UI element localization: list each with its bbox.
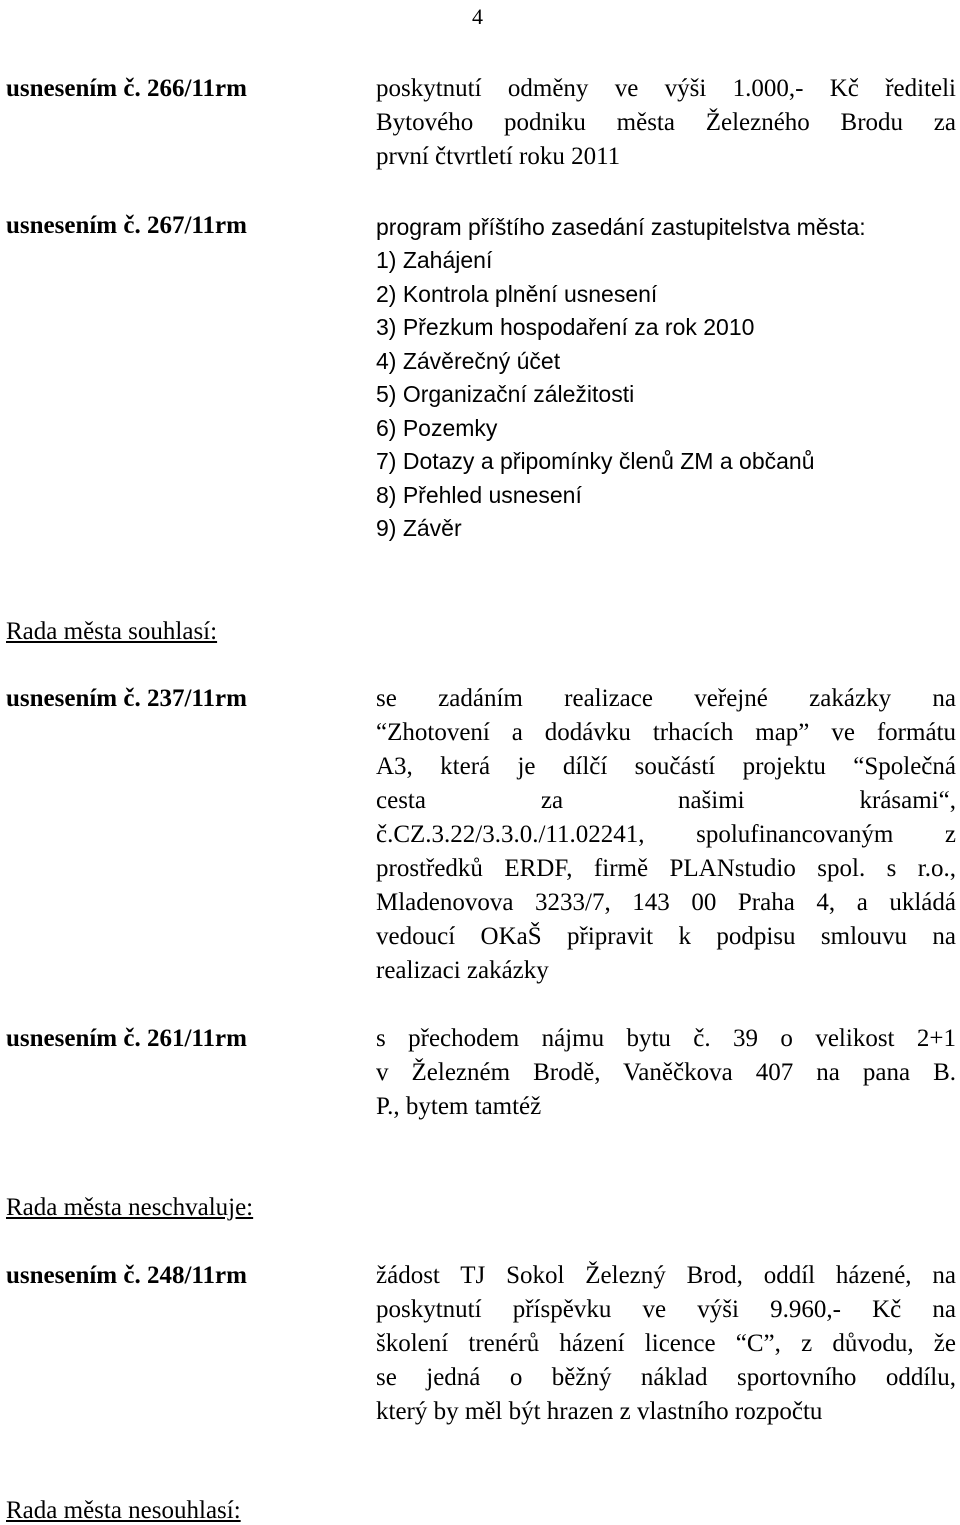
text-line: “Zhotovení a dodávku trhacích map” ve formátu: [376, 719, 956, 746]
text-line: Bytového podniku města Železného Brodu za: [376, 109, 956, 136]
resolution-248-label: usnesením č. 248/11rm: [6, 1262, 247, 1289]
text-line: se jedná o běžný náklad sportovního oddílu,: [376, 1364, 956, 1391]
section-heading-rejects: Rada města neschvaluje:: [6, 1194, 254, 1221]
section-heading-approves: Rada města souhlasí:: [6, 618, 218, 645]
text-line: Mladenovova 3233/7, 143 00 Praha 4, a ukládá: [376, 889, 956, 916]
text-line: prostředků ERDF, firmě PLANstudio spol. s r.o.,: [376, 855, 956, 882]
text-line: realizaci zakázky: [376, 957, 549, 984]
text-line: poskytnutí odměny ve výši 1.000,- Kč řediteli: [376, 75, 956, 102]
agenda-item: 8) Přehled usnesení: [376, 482, 582, 508]
agenda-item: 1) Zahájení: [376, 247, 493, 273]
text-line: školení trenérů házení licence “C”, z důvodu, že: [376, 1330, 956, 1357]
text-line: který by měl být hrazen z vlastního rozpočtu: [376, 1398, 823, 1425]
text-line: program příštího zasedání zastupitelstva města:: [376, 214, 866, 240]
resolution-267-label: usnesením č. 267/11rm: [6, 212, 247, 239]
text-line: vedoucí OKaŠ připravit k podpisu smlouvu na: [376, 923, 956, 950]
text-line: s přechodem nájmu bytu č. 39 o velikost 2+1: [376, 1025, 956, 1052]
section-heading-disagrees: Rada města nesouhlasí:: [6, 1497, 241, 1524]
agenda-item: 2) Kontrola plnění usnesení: [376, 281, 658, 307]
text-line: v Železném Brodě, Vaněčkova 407 na pana B.: [376, 1059, 956, 1086]
text-line: A3, která je dílčí součástí projektu “Společná: [376, 753, 956, 780]
agenda-item: 3) Přezkum hospodaření za rok 2010: [376, 314, 755, 340]
text-line: žádost TJ Sokol Železný Brod, oddíl házené, na: [376, 1262, 956, 1289]
text-line: cesta za našimi krásami“,: [376, 787, 956, 814]
agenda-item: 4) Závěrečný účet: [376, 348, 561, 374]
agenda-item: 6) Pozemky: [376, 415, 498, 441]
text-line: poskytnutí příspěvku ve výši 9.960,- Kč na: [376, 1296, 956, 1323]
text-line: první čtvrtletí roku 2011: [376, 143, 621, 170]
agenda-item: 7) Dotazy a připomínky členů ZM a občanů: [376, 448, 815, 474]
agenda-item: 9) Závěr: [376, 515, 462, 541]
resolution-261-label: usnesením č. 261/11rm: [6, 1025, 247, 1052]
text-line: č.CZ.3.22/3.3.0./11.02241, spolufinancovaným z: [376, 821, 956, 848]
resolution-266-label: usnesením č. 266/11rm: [6, 75, 247, 102]
text-line: se zadáním realizace veřejné zakázky na: [376, 685, 956, 712]
page-number: 4: [472, 4, 483, 29]
text-line: P., bytem tamtéž: [376, 1093, 542, 1120]
agenda-item: 5) Organizační záležitosti: [376, 381, 635, 407]
resolution-237-label: usnesením č. 237/11rm: [6, 685, 247, 712]
